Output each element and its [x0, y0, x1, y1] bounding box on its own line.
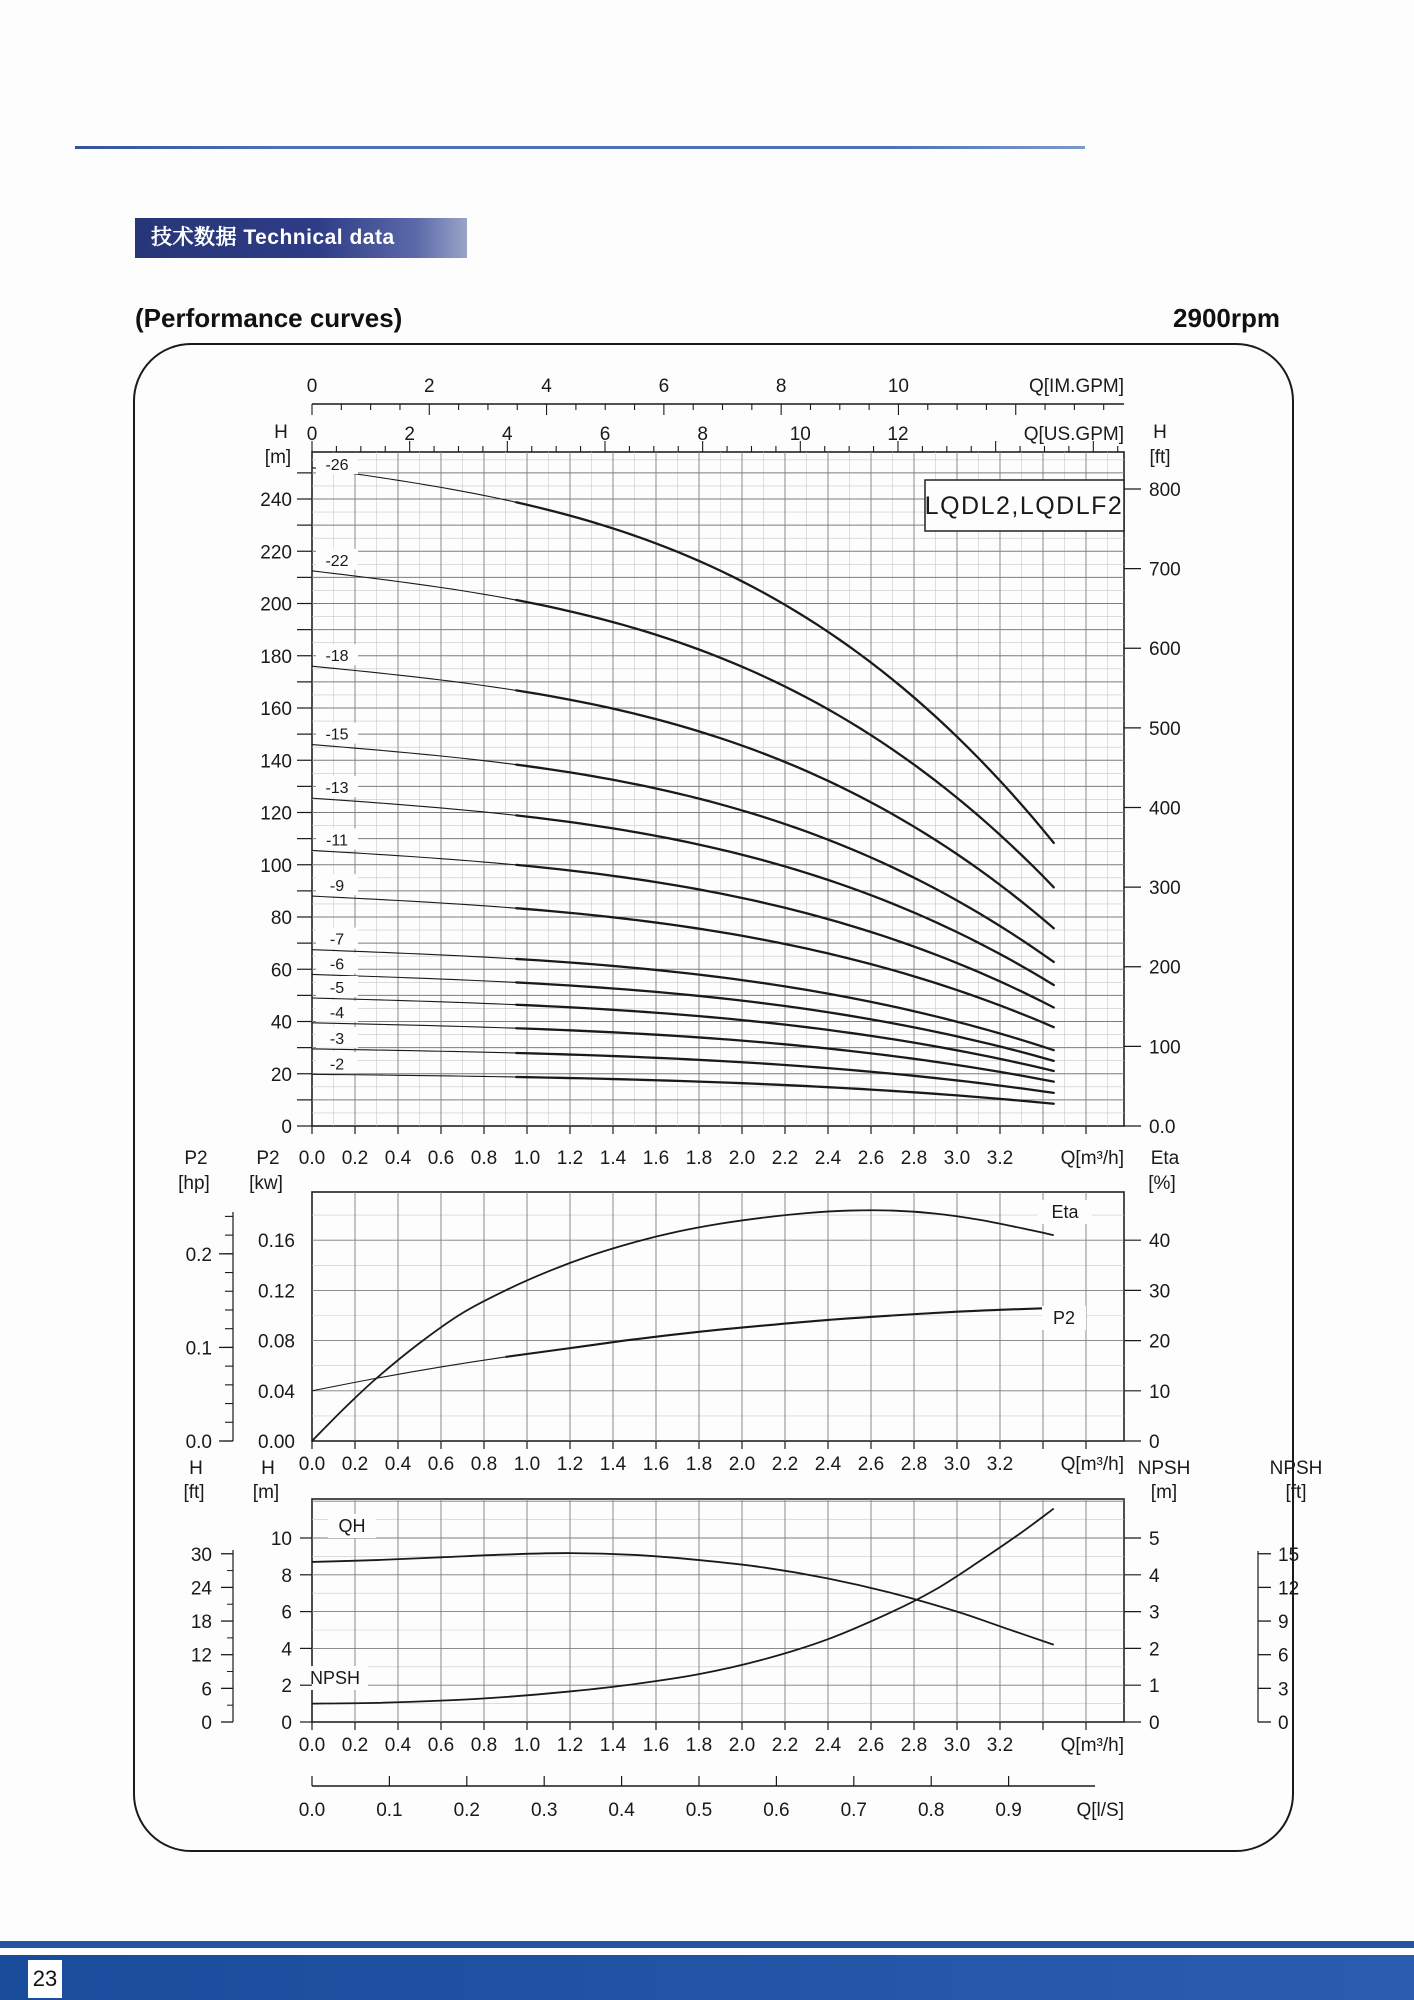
svg-text:3.0: 3.0 — [943, 1148, 971, 1169]
svg-text:H: H — [261, 1458, 275, 1479]
svg-text:2.6: 2.6 — [857, 1735, 885, 1756]
section-banner-label: 技术数据 Technical data — [151, 226, 395, 249]
svg-text:1.0: 1.0 — [513, 1148, 541, 1169]
svg-text:15: 15 — [1278, 1544, 1300, 1566]
svg-text:30: 30 — [1149, 1281, 1171, 1303]
rpm-label: 2900rpm — [1173, 303, 1280, 333]
svg-text:2.8: 2.8 — [900, 1735, 928, 1756]
svg-text:4: 4 — [541, 376, 552, 397]
svg-text:8: 8 — [697, 424, 708, 445]
power-chart — [312, 1192, 1124, 1441]
svg-text:[kw]: [kw] — [249, 1173, 283, 1194]
svg-text:9: 9 — [1278, 1612, 1289, 1634]
svg-text:1.0: 1.0 — [513, 1735, 541, 1756]
svg-text:4: 4 — [281, 1639, 292, 1661]
svg-text:NPSH: NPSH — [1137, 1458, 1191, 1479]
svg-text:0.4: 0.4 — [384, 1148, 412, 1169]
svg-text:1: 1 — [1149, 1676, 1160, 1698]
svg-text:Eta: Eta — [1150, 1148, 1180, 1169]
svg-text:2.2: 2.2 — [771, 1148, 799, 1169]
svg-text:-9: -9 — [329, 878, 345, 896]
svg-text:1.6: 1.6 — [642, 1735, 670, 1756]
svg-text:H: H — [274, 422, 288, 443]
svg-text:3: 3 — [1149, 1602, 1160, 1624]
svg-text:24: 24 — [190, 1578, 212, 1600]
svg-text:2.4: 2.4 — [814, 1148, 842, 1169]
svg-text:Q[m³/h]: Q[m³/h] — [1060, 1454, 1124, 1475]
power-axis-eta — [1124, 1148, 1180, 1453]
power-chart-grid — [312, 1192, 1124, 1441]
qh-axis-q-ls — [299, 1776, 1124, 1821]
svg-text:Q[US.GPM]: Q[US.GPM] — [1023, 424, 1124, 445]
svg-text:P2: P2 — [1052, 1308, 1076, 1328]
svg-text:12: 12 — [1278, 1578, 1300, 1600]
svg-text:1.8: 1.8 — [685, 1735, 713, 1756]
svg-text:4: 4 — [1149, 1565, 1160, 1587]
svg-text:0.12: 0.12 — [258, 1281, 295, 1303]
svg-text:200: 200 — [260, 594, 292, 616]
head-curve--15 — [312, 745, 1054, 962]
svg-text:-13: -13 — [325, 780, 349, 798]
svg-text:H: H — [189, 1458, 203, 1479]
head-curve--11 — [312, 850, 1054, 1007]
svg-text:0.2: 0.2 — [341, 1148, 369, 1169]
svg-text:60: 60 — [270, 960, 292, 982]
main-chart-grid — [312, 452, 1124, 1126]
svg-text:-5: -5 — [329, 979, 345, 997]
svg-text:H: H — [1153, 422, 1167, 443]
svg-text:100: 100 — [1149, 1037, 1181, 1059]
model-label-box — [925, 480, 1124, 531]
svg-text:0.0: 0.0 — [185, 1432, 212, 1453]
svg-text:[ft]: [ft] — [183, 1482, 205, 1503]
svg-text:2.2: 2.2 — [771, 1735, 799, 1756]
svg-text:300: 300 — [1149, 878, 1181, 900]
svg-text:6: 6 — [201, 1679, 212, 1701]
svg-text:Eta: Eta — [1051, 1202, 1079, 1222]
svg-text:0: 0 — [1149, 1432, 1160, 1453]
svg-text:0.0: 0.0 — [1149, 1117, 1176, 1138]
svg-text:-6: -6 — [329, 956, 345, 974]
svg-text:0.04: 0.04 — [258, 1381, 295, 1403]
svg-text:2.6: 2.6 — [857, 1148, 885, 1169]
svg-text:-22: -22 — [325, 552, 349, 570]
model-label: LQDL2,LQDLF2 — [924, 492, 1124, 520]
svg-text:2.8: 2.8 — [900, 1148, 928, 1169]
svg-text:1.8: 1.8 — [685, 1454, 713, 1475]
main-chart — [312, 452, 1124, 1126]
svg-text:0.6: 0.6 — [427, 1454, 455, 1475]
main-axis-us-gpm — [307, 424, 1124, 452]
main-axis-h-ft — [1124, 422, 1181, 1138]
svg-text:-3: -3 — [329, 1030, 345, 1048]
svg-text:1.4: 1.4 — [599, 1735, 627, 1756]
qh-axis-h-ft — [183, 1458, 233, 1734]
footer-bar — [0, 1955, 1414, 2000]
svg-text:0.4: 0.4 — [384, 1735, 412, 1756]
svg-text:6: 6 — [281, 1602, 292, 1624]
svg-text:12: 12 — [887, 424, 909, 445]
svg-text:500: 500 — [1149, 718, 1181, 740]
svg-text:NPSH: NPSH — [1269, 1458, 1323, 1479]
svg-text:2: 2 — [1149, 1639, 1160, 1661]
svg-text:2: 2 — [423, 376, 435, 397]
qh-npsh-series-labels — [302, 1514, 376, 1690]
power-axis-q-m3h — [299, 1441, 1124, 1475]
svg-text:[ft]: [ft] — [1149, 447, 1171, 468]
svg-text:2: 2 — [404, 424, 415, 445]
svg-text:P2: P2 — [184, 1148, 208, 1169]
svg-text:800: 800 — [1149, 479, 1181, 501]
svg-text:0.0: 0.0 — [298, 1800, 326, 1821]
svg-text:1.4: 1.4 — [599, 1148, 627, 1169]
svg-text:0: 0 — [1149, 1713, 1160, 1734]
svg-text:3.0: 3.0 — [943, 1735, 971, 1756]
svg-text:P2: P2 — [256, 1148, 280, 1169]
svg-text:[m]: [m] — [1150, 1482, 1178, 1503]
svg-text:8: 8 — [775, 376, 787, 397]
power-axis-kw — [249, 1148, 295, 1453]
svg-text:10: 10 — [270, 1529, 292, 1550]
svg-text:3.0: 3.0 — [943, 1454, 971, 1475]
svg-text:400: 400 — [1149, 798, 1181, 820]
svg-text:2.2: 2.2 — [771, 1454, 799, 1475]
svg-text:Q[IM.GPM]: Q[IM.GPM] — [1029, 376, 1124, 397]
svg-text:[m]: [m] — [264, 447, 292, 468]
svg-text:0.0: 0.0 — [298, 1148, 326, 1169]
main-axis-im-gpm — [307, 376, 1124, 415]
svg-text:700: 700 — [1149, 559, 1181, 581]
svg-text:0.3: 0.3 — [530, 1800, 558, 1821]
svg-text:0.9: 0.9 — [995, 1800, 1022, 1821]
svg-text:3.2: 3.2 — [986, 1735, 1014, 1756]
svg-text:2.8: 2.8 — [900, 1454, 928, 1475]
svg-text:0.00: 0.00 — [258, 1432, 295, 1453]
svg-text:2.0: 2.0 — [728, 1735, 756, 1756]
curve-p2 — [312, 1308, 1054, 1391]
curve-qh — [312, 1553, 1054, 1645]
svg-text:0.8: 0.8 — [917, 1800, 945, 1821]
svg-text:2.0: 2.0 — [728, 1454, 756, 1475]
svg-text:0.7: 0.7 — [840, 1800, 868, 1821]
head-curve--7 — [312, 950, 1054, 1051]
power-axis-hp — [178, 1148, 233, 1453]
svg-text:0.5: 0.5 — [685, 1800, 713, 1821]
head-curve--4 — [312, 1023, 1054, 1082]
svg-text:Q[m³/h]: Q[m³/h] — [1060, 1148, 1124, 1169]
svg-text:-2: -2 — [329, 1056, 345, 1074]
svg-text:0.4: 0.4 — [608, 1800, 635, 1821]
svg-text:1.4: 1.4 — [599, 1454, 627, 1475]
svg-text:2: 2 — [281, 1676, 292, 1698]
svg-text:2.4: 2.4 — [814, 1735, 842, 1756]
svg-text:-7: -7 — [329, 931, 345, 949]
svg-text:18: 18 — [190, 1612, 212, 1634]
svg-text:2.6: 2.6 — [857, 1454, 885, 1475]
svg-text:0.2: 0.2 — [185, 1244, 212, 1266]
svg-text:-4: -4 — [329, 1004, 345, 1022]
svg-text:0: 0 — [281, 1117, 292, 1138]
svg-text:0.08: 0.08 — [258, 1331, 295, 1353]
main-axis-h-m — [260, 422, 312, 1138]
svg-text:20: 20 — [270, 1064, 292, 1086]
svg-text:10: 10 — [1149, 1381, 1171, 1403]
svg-text:Q[l/S]: Q[l/S] — [1076, 1800, 1124, 1821]
svg-text:0.2: 0.2 — [453, 1800, 481, 1821]
svg-text:6: 6 — [1278, 1645, 1289, 1667]
svg-text:40: 40 — [270, 1012, 292, 1034]
curve-eta — [312, 1210, 1054, 1441]
main-axis-q-m3h — [299, 1126, 1124, 1169]
qh-axis-h-m — [253, 1458, 312, 1734]
svg-text:100: 100 — [260, 855, 292, 877]
svg-text:0.16: 0.16 — [258, 1231, 295, 1253]
svg-text:1.8: 1.8 — [685, 1148, 713, 1169]
svg-text:0: 0 — [1278, 1713, 1289, 1734]
svg-text:600: 600 — [1149, 639, 1181, 661]
svg-text:2.0: 2.0 — [728, 1148, 756, 1169]
svg-text:0.2: 0.2 — [341, 1454, 369, 1475]
svg-text:-26: -26 — [325, 457, 349, 474]
main-chart-curve-labels — [316, 453, 358, 1073]
svg-text:220: 220 — [260, 542, 292, 564]
svg-text:1.0: 1.0 — [513, 1454, 541, 1475]
svg-text:12: 12 — [190, 1645, 212, 1667]
svg-text:0.6: 0.6 — [427, 1735, 455, 1756]
head-curve--22 — [312, 571, 1054, 887]
qh-npsh-grid — [309, 1499, 1124, 1722]
svg-text:0.8: 0.8 — [470, 1454, 498, 1475]
svg-text:0.8: 0.8 — [470, 1735, 498, 1756]
svg-text:200: 200 — [1149, 957, 1181, 979]
svg-text:6: 6 — [599, 424, 611, 445]
svg-text:240: 240 — [260, 490, 292, 511]
svg-text:NPSH: NPSH — [309, 1668, 361, 1688]
svg-text:Q[m³/h]: Q[m³/h] — [1060, 1735, 1124, 1756]
svg-text:-18: -18 — [325, 648, 349, 666]
svg-text:0.8: 0.8 — [470, 1148, 498, 1169]
svg-text:10: 10 — [887, 376, 910, 397]
svg-text:30: 30 — [190, 1544, 212, 1566]
svg-text:[%]: [%] — [1148, 1173, 1176, 1194]
svg-text:-15: -15 — [325, 726, 349, 744]
svg-text:0.1: 0.1 — [185, 1338, 212, 1360]
svg-text:QH: QH — [338, 1516, 366, 1536]
page-number: 23 — [28, 1960, 62, 1998]
qh-npsh-chart — [309, 1499, 1124, 1722]
svg-text:0.0: 0.0 — [298, 1735, 326, 1756]
svg-text:0: 0 — [281, 1713, 292, 1734]
svg-text:[ft]: [ft] — [1285, 1482, 1307, 1503]
svg-text:0.2: 0.2 — [341, 1735, 369, 1756]
svg-text:8: 8 — [281, 1565, 292, 1587]
svg-text:[m]: [m] — [252, 1482, 280, 1503]
svg-text:-11: -11 — [326, 832, 348, 850]
svg-text:180: 180 — [260, 646, 292, 668]
footer-stripe — [0, 1941, 1414, 1948]
page-title: (Performance curves) — [135, 303, 403, 333]
svg-text:140: 140 — [260, 751, 292, 773]
svg-text:0.0: 0.0 — [298, 1454, 326, 1475]
svg-text:0.6: 0.6 — [427, 1148, 455, 1169]
svg-text:10: 10 — [789, 424, 811, 445]
svg-text:1.6: 1.6 — [642, 1454, 670, 1475]
svg-text:160: 160 — [260, 699, 292, 720]
svg-text:3.2: 3.2 — [986, 1148, 1014, 1169]
svg-text:1.2: 1.2 — [556, 1454, 584, 1475]
svg-text:1.2: 1.2 — [556, 1148, 584, 1169]
head-curve--3 — [312, 1049, 1054, 1093]
svg-text:0.1: 0.1 — [376, 1800, 403, 1821]
svg-text:3: 3 — [1278, 1679, 1289, 1701]
svg-text:40: 40 — [1149, 1231, 1171, 1253]
qh-axis-npsh-ft — [1258, 1458, 1322, 1734]
head-curve--9 — [312, 896, 1054, 1027]
svg-text:4: 4 — [502, 424, 513, 445]
svg-text:0: 0 — [201, 1713, 212, 1734]
svg-text:120: 120 — [260, 803, 292, 825]
qh-axis-npsh-m — [1124, 1458, 1190, 1734]
svg-text:80: 80 — [270, 908, 292, 929]
svg-text:1.6: 1.6 — [642, 1148, 670, 1169]
svg-text:3.2: 3.2 — [986, 1454, 1014, 1475]
head-curve--18 — [312, 666, 1054, 928]
svg-text:6: 6 — [658, 376, 670, 397]
svg-text:0.6: 0.6 — [763, 1800, 790, 1821]
svg-text:20: 20 — [1149, 1331, 1171, 1353]
power-chart-series — [312, 1210, 1054, 1441]
qh-axis-q-m3h — [299, 1722, 1124, 1756]
svg-text:0: 0 — [306, 376, 318, 397]
svg-text:2.4: 2.4 — [814, 1454, 842, 1475]
svg-text:[hp]: [hp] — [178, 1173, 210, 1194]
svg-text:5: 5 — [1149, 1529, 1160, 1550]
svg-text:0: 0 — [306, 424, 318, 445]
svg-text:0.4: 0.4 — [384, 1454, 412, 1475]
svg-text:1.2: 1.2 — [556, 1735, 584, 1756]
